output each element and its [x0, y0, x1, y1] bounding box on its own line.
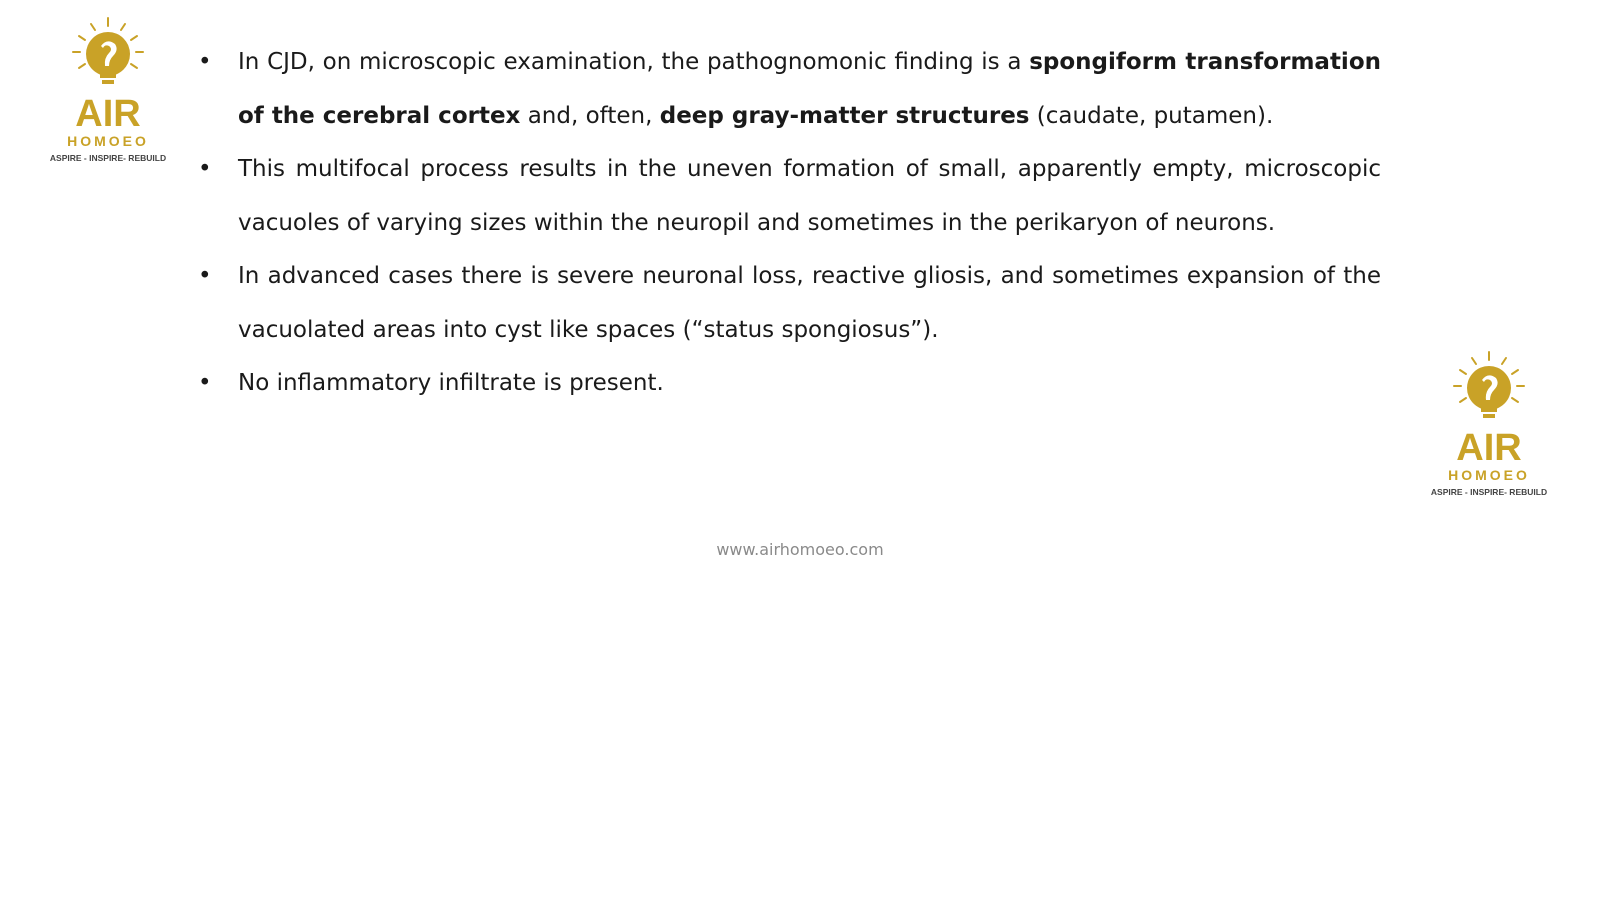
bullet-text: This multifocal process results in the uneven formation of small, apparently empty, microscopic vacuoles of varying sizes within the neuropil and sometimes in the perikaryon of neurons. — [238, 156, 1381, 236]
bullet-text: No inflammatory infiltrate is present. — [238, 370, 664, 396]
slide-content — [198, 36, 1381, 411]
logo-tagline: ASPIRE - INSPIRE- REBUILD — [49, 153, 167, 163]
air-homoeo-logo — [47, 16, 172, 171]
air-homoeo-logo — [1428, 350, 1553, 505]
text-segment: and, often, — [520, 102, 660, 129]
logo-name: HOMOEO — [1448, 467, 1530, 483]
bullet-dot: • — [198, 263, 212, 289]
bullet-dot: • — [198, 156, 212, 182]
bold-segment: spongiform transformation of the cerebral cortex — [238, 49, 1381, 129]
bullet-list — [198, 36, 1381, 411]
bullet-item — [198, 36, 1381, 143]
bullet-text: In advanced cases there is severe neuronal loss, reactive gliosis, and sometimes expansion of the vacuolated areas into cyst like spaces (“status spongiosus”). — [238, 263, 1381, 343]
logo-tagline: ASPIRE - INSPIRE- REBUILD — [1430, 487, 1548, 497]
bullet-text — [238, 49, 1381, 129]
logo-name: HOMOEO — [67, 133, 149, 149]
footer-url: www.airhomoeo.com — [716, 540, 884, 559]
logo-brand: AIR — [1456, 427, 1522, 469]
bullet-dot: • — [198, 49, 212, 75]
bullet-dot: • — [198, 370, 212, 396]
lightbulb-head-icon — [86, 32, 130, 84]
logo-brand: AIR — [75, 93, 141, 135]
bullet-item — [198, 357, 1381, 411]
lightbulb-head-icon — [1467, 366, 1511, 418]
bullet-item — [198, 143, 1381, 250]
bold-segment: deep gray-matter structures — [659, 102, 1030, 129]
text-segment: In CJD, on microscopic examination, the pathognomonic finding is a — [238, 49, 1030, 75]
text-segment: (caudate, putamen). — [1029, 102, 1274, 129]
bullet-item — [198, 250, 1381, 357]
